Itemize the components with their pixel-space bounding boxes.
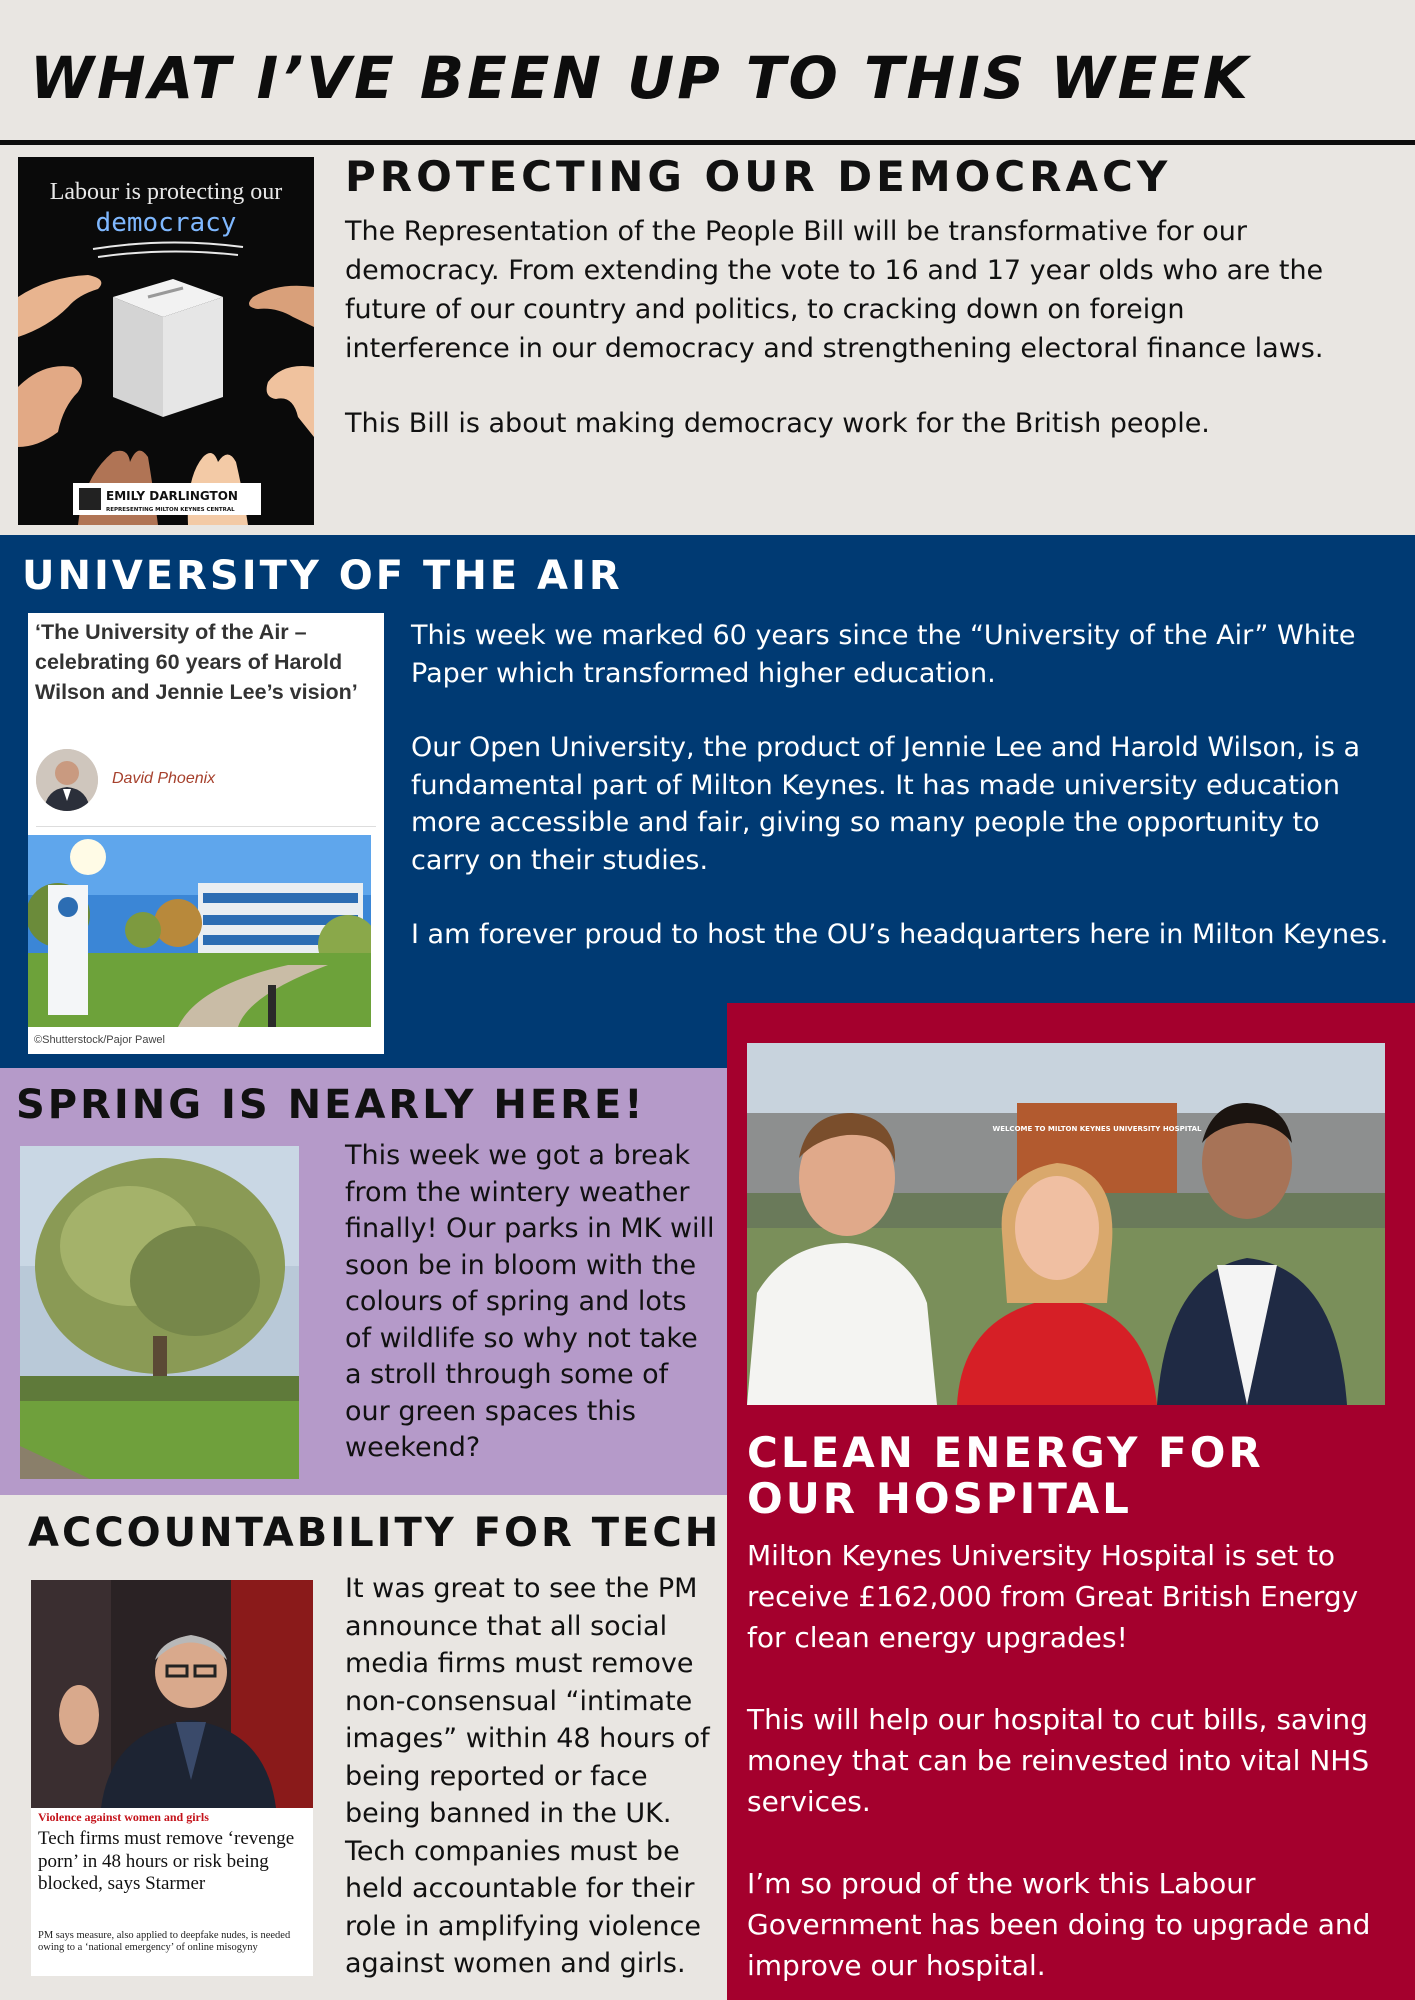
spring-body: This week we got a break from the wintery weather finally! Our parks in MK will soon be in bloom with the colours of spring and lots of wildlife so why not take a stroll through some of our green spaces this weekend?: [345, 1140, 715, 1463]
hospital-paragraph: I’m so proud of the work this Labour Government has been doing to upgrade and improve our hospital.: [747, 1867, 1371, 1982]
university-paragraph: I am forever proud to host the OU’s headquarters here in Milton Keynes.: [411, 919, 1389, 950]
page-header: [0, 0, 1415, 140]
university-paragraph: Our Open University, the product of Jennie Lee and Harold Wilson, is a fundamental part of Milton Keynes. It has made university education more accessible and fair, giving so many people the opportunity to carry on their studies.: [411, 732, 1361, 876]
democracy-graphic: [18, 157, 314, 525]
author-avatar: [36, 749, 98, 811]
democracy-paragraph: This Bill is about making democracy work for the British people.: [345, 408, 1210, 439]
open-university-photo: [28, 835, 371, 1027]
university-card-author: David Phoenix: [112, 770, 216, 787]
democracy-badge-sub: REPRESENTING MILTON KEYNES CENTRAL: [106, 507, 235, 513]
page-title: WHAT I’VE BEEN UP TO THIS WEEK: [30, 44, 1251, 112]
hospital-heading: CLEAN ENERGY FOR OUR HOSPITAL: [747, 1428, 1264, 1523]
democracy-paragraph: The Representation of the People Bill will be transformative for our democracy. From extending the vote to 16 and 17 year olds who are the future of our country and politics, to cracking down on foreign interference in our democracy and strengthening electoral finance laws.: [345, 216, 1324, 364]
tech-heading: ACCOUNTABILITY FOR TECH: [28, 1510, 722, 1556]
starmer-photo: [31, 1580, 313, 1808]
university-heading: UNIVERSITY OF THE AIR: [22, 553, 623, 599]
university-article-card: [28, 613, 384, 1054]
hospital-paragraph: This will help our hospital to cut bills, saving money that can be reinvested into vital NHS services.: [747, 1703, 1370, 1818]
tech-card-headline: Tech firms must remove ‘revenge porn’ in 48 hours or risk being blocked, says Starmer: [38, 1828, 295, 1894]
university-body: [411, 617, 1391, 954]
democracy-badge-name: EMILY DARLINGTON: [106, 489, 238, 503]
university-paragraph: This week we marked 60 years since the “University of the Air” White Paper which transformed higher education.: [411, 620, 1356, 689]
democracy-graphic-line2: democracy: [95, 208, 237, 238]
democracy-heading: PROTECTING OUR DEMOCRACY: [345, 152, 1172, 201]
tech-body: It was great to see the PM announce that all social media firms must remove non-consensual “intimate images” within 48 hours of being reported or face being banned in the UK. Tech companies must be held accountable for their role in amplifying violence against women and girls.: [345, 1573, 710, 1979]
hospital-sign-text: WELCOME TO MILTON KEYNES UNIVERSITY HOSPITAL: [992, 1125, 1202, 1133]
tech-article-card: [31, 1580, 313, 1976]
spring-heading: SPRING IS NEARLY HERE!: [16, 1082, 646, 1128]
democracy-body: [345, 212, 1355, 443]
democracy-graphic-line1: Labour is protecting our: [49, 179, 283, 205]
hospital-paragraph: Milton Keynes University Hospital is set to receive £162,000 from Great British Energy for clean energy upgrades!: [747, 1539, 1359, 1654]
ballot-box-graphic: [18, 157, 314, 525]
hospital-body: [747, 1535, 1397, 1986]
university-photo-credit: ©Shutterstock/Pajor Pawel: [34, 1034, 165, 1046]
park-tree-photo: [20, 1146, 299, 1479]
card-divider: [36, 826, 376, 827]
tech-card-kicker: Violence against women and girls: [38, 1810, 209, 1824]
hospital-group-photo: [747, 1043, 1385, 1405]
tech-card-standfirst: PM says measure, also applied to deepfake nudes, is needed owing to a ‘national emergency’ of online misogyny: [38, 1930, 291, 1953]
university-card-headline: ‘The University of the Air – celebrating 60 years of Harold Wilson and Jennie Lee’s vision’: [35, 620, 358, 704]
